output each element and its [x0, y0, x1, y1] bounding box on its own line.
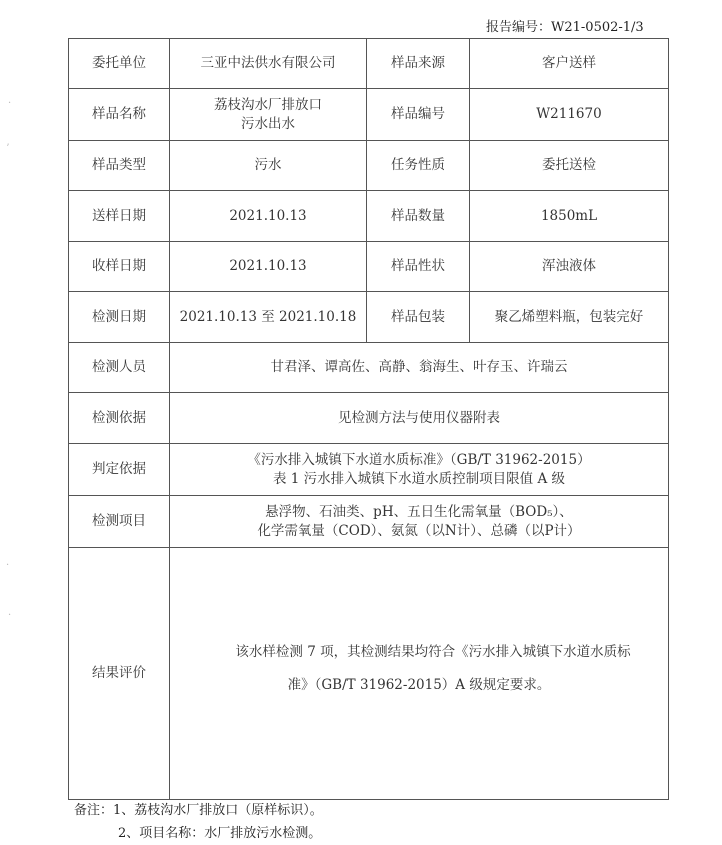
- task-nature-label: 任务性质: [367, 141, 470, 191]
- testers-label: 检测人员: [69, 343, 170, 393]
- table-row: [69, 343, 669, 393]
- client-unit-label: 委托单位: [69, 39, 170, 89]
- sample-package-label: 样品包装: [367, 292, 470, 343]
- sample-number-value: W211670: [470, 89, 669, 141]
- task-nature-value: 委托送检: [470, 141, 669, 191]
- judgment-basis-line2: 表 1 污水排入城镇下水道水质控制项目限值 A 级: [272, 470, 565, 487]
- judgment-basis-value: [170, 444, 669, 496]
- test-items-value: [170, 496, 669, 548]
- sample-type-label: 样品类型: [69, 141, 170, 191]
- sample-property-value: 浑浊液体: [470, 242, 669, 292]
- sample-package-value: 聚乙烯塑料瓶，包装完好: [470, 292, 669, 343]
- scan-speck: ·: [8, 98, 12, 109]
- table-row: [69, 141, 669, 191]
- sample-source-label: 样品来源: [367, 39, 470, 89]
- scan-speck: ·: [6, 560, 10, 571]
- test-items-line2: 化学需氧量（COD）、氨氮（以N计）、总磷（以P计）: [257, 522, 581, 539]
- sample-name-line1: 荔枝沟水厂排放口: [214, 96, 322, 113]
- testers-value: 甘君泽、谭高佐、高静、翁海生、叶存玉、许瑞云: [170, 343, 669, 393]
- sample-property-label: 样品性状: [367, 242, 470, 292]
- result-line1: 该水样检测 7 项，其检测结果均符合《污水排入城镇下水道水质标: [235, 643, 631, 660]
- scan-speck: ·: [8, 610, 12, 621]
- sample-name-value: [170, 89, 367, 141]
- sample-quantity-value: 1850mL: [470, 191, 669, 242]
- table-row: [69, 496, 669, 548]
- result-line2: 准》（GB/T 31962-2015）A 级规定要求。: [287, 676, 551, 693]
- judgment-basis-label: 判定依据: [69, 444, 170, 496]
- sample-number-label: 样品编号: [367, 89, 470, 141]
- table-row: [69, 548, 669, 800]
- result-evaluation-value: [170, 548, 669, 800]
- notes: [74, 799, 323, 845]
- sample-name-label: 样品名称: [69, 89, 170, 141]
- sample-quantity-label: 样品数量: [367, 191, 470, 242]
- delivery-date-value: 2021.10.13: [170, 191, 367, 242]
- scan-speck: ʼ: [6, 143, 10, 154]
- receipt-date-label: 收样日期: [69, 242, 170, 292]
- test-items-label: 检测项目: [69, 496, 170, 548]
- table-row: [69, 393, 669, 444]
- test-basis-value: 见检测方法与使用仪器附表: [170, 393, 669, 444]
- sample-source-value: 客户送样: [470, 39, 669, 89]
- test-date-label: 检测日期: [69, 292, 170, 343]
- table-row: [69, 292, 669, 343]
- sample-name-line2: 污水出水: [241, 115, 295, 132]
- table-row: [69, 39, 669, 89]
- table-row: [69, 191, 669, 242]
- delivery-date-label: 送样日期: [69, 191, 170, 242]
- result-evaluation-label: 结果评价: [69, 548, 170, 800]
- sample-type-value: 污水: [170, 141, 367, 191]
- test-items-line1: 悬浮物、石油类、pH、五日生化需氧量（BOD₅）、: [265, 503, 573, 520]
- report-table: [68, 38, 669, 800]
- test-date-value: 2021.10.13 至 2021.10.18: [170, 292, 367, 343]
- note-2: 2、项目名称：水厂排放污水检测。: [118, 826, 322, 841]
- note-1: 备注：1、荔枝沟水厂排放口（原样标识）。: [74, 803, 323, 818]
- table-row: [69, 242, 669, 292]
- client-unit-value: 三亚中法供水有限公司: [170, 39, 367, 89]
- judgment-basis-line1: 《污水排入城镇下水道水质标准》（GB/T 31962-2015）: [247, 451, 591, 468]
- table-row: [69, 444, 669, 496]
- test-basis-label: 检测依据: [69, 393, 170, 444]
- table-row: [69, 89, 669, 141]
- receipt-date-value: 2021.10.13: [170, 242, 367, 292]
- report-number: 报告编号：W21-0502-1/3: [486, 20, 644, 35]
